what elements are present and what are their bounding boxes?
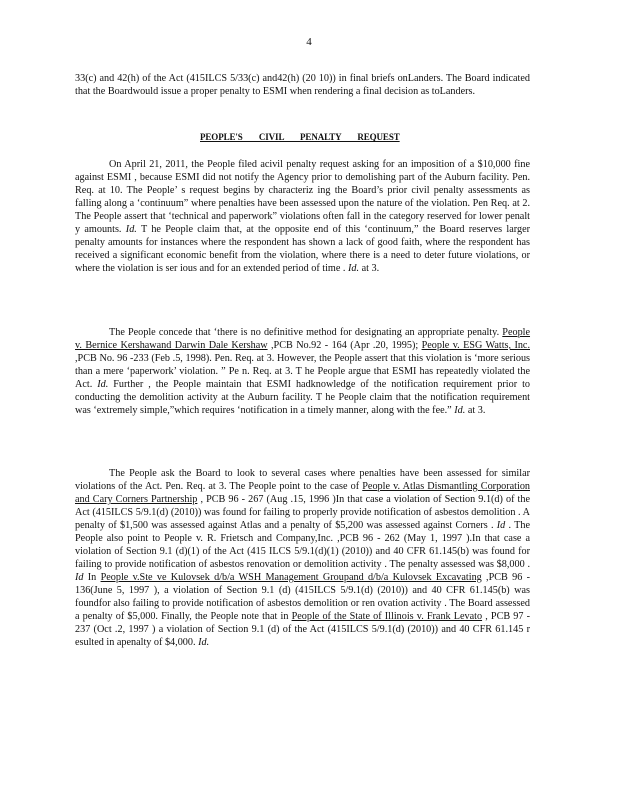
paragraph-people-concede (75, 326, 530, 417)
paragraph-text: On April 21, 2011, the People filed acivil penalty request asking for an imposition of a $10,000 fine against ESMI , because ESMI did not notify the Agency prior to demolishing part of the Auburn facility. Pen. Req. at 10. The People’ s request begins by characteriz ing the Board’s prior civil penalty assessments as falling along a ‘continuum” where penalties have been assessed upon the nature of the violation. Pen Req. at 2. The People assert that ‘technical and paperwork” violations often fall in the category reserved for lower penalt y amounts. (75, 159, 530, 235)
case-citation: People v. Bernice Kershawand Darwin Dale Kershaw (75, 327, 531, 351)
paragraph-text: , PCB 97 - 237 (Oct .2, 1997 ) a violation of Section 9.1 (d) of the Act (415ILCS 5/9.1(d) (2010)) and 40 CFR 61.145 r esulted in apenalty of $4,000. (75, 611, 531, 648)
citation-id: Id. (97, 379, 109, 390)
case-citation: People v. ESG Watts, Inc. (421, 340, 530, 351)
paragraph-text: Further , the People maintain that ESMI hadknowledge of the notification requirement prior to conducting the demolition activity at the Auburn facility. T he People claim that the notification requirement was ‘extremely simple,”which requires ‘notification in a timely manner, along with the fee.” (75, 379, 530, 416)
case-citation: People v. Atlas Dismantling Corporation and Cary Corners Partnership (75, 481, 531, 505)
paragraph-text: T he People claim that, at the opposite end of this ‘continuum,” the Board reserves larger penalty amounts for instances where the respondent has shown a lack of good faith, where the respondent has received a significant economic benefit from the violation, where there is a need to deter future violations, or where the violation is ser ious and for an extended period of time . (75, 224, 530, 274)
case-citation: People of the State of Illinois v. Frank Levato (291, 611, 483, 622)
citation-id: Id (75, 572, 84, 583)
paragraph-text: , PCB 96 - 267 (Aug .15, 1996 )In that case a violation of Section 9.1(d) of the Act (415ILCS 5/9.1(d) (2010)) was found for failing to properly provide notification of asbestos demolition . A penalty of $1,500 was assessed against Atlas and a penalty of $5,200 was assessed against Corners . (75, 494, 530, 531)
opening-paragraph (75, 72, 530, 98)
citation-id: Id. (348, 263, 360, 274)
paragraph-text: at 3. (467, 405, 486, 416)
paragraph-text: The People concede that ‘there is no definitive method for designating an appropriate penalty. (109, 327, 500, 338)
paragraph-text: The People ask the Board to look to several cases where penalties have been assessed for similar violations of the Act. Pen. Req. at 3. The People point to the case of (75, 468, 530, 492)
paragraph-text: . The People also point to People v. R. Frietsch and Company,Inc. ,PCB 96 - 262 (May 1, 1997 ).In that case a violation of Section 9.1 (d)(1) of the Act (415 ILCS 5/9.1(d)(1) (2010)) and 40 CFR 61.145(b) was found for failing to provide notification of asbestos renovation or demolition activity . The penalty assessed was $8,000 . (75, 520, 531, 570)
paragraph-text: ,PCB No. 96 -233 (Feb .5, 1998). Pen. Req. at 3. However, the People assert that this violation is ‘more serious than a mere ‘paperwork’ violation. ” Pe n. Req. at 3. T he People argue that ESMI has repeatedly violated the Act. (75, 353, 530, 390)
citation-id: Id. (454, 405, 466, 416)
paragraph-text: at 3. (361, 263, 380, 274)
paragraph-text: ,PCB No.92 - 164 (Apr .20, 1995); (270, 340, 419, 351)
paragraph-text: In (87, 572, 97, 583)
citation-id: Id. (198, 637, 210, 648)
paragraph-similar-cases (75, 467, 530, 649)
paragraph-text: 33(c) and 42(h) of the Act (415ILCS 5/33(c) and42(h) (20 10)) in final briefs onLanders. The Board indicated that the Boardwould issue a proper penalty to ESMI when rendering a final decision as toLanders. (75, 73, 530, 97)
section-heading: PEOPLE'S CIVIL PENALTY REQUEST (200, 132, 400, 142)
page-number: 4 (306, 36, 312, 48)
paragraph-text: ,PCB 96 - 136(June 5, 1997 ), a violation of Section 9.1 (d) (415ILCS 5/9.1(d) (2010)) and 40 CFR 61.145(b) was foundfor also failing to provide notification of asbestos demolition or ren ovation activity . The Board assessed a penalty of $5,000. Finally, the People note that in (75, 572, 530, 622)
case-citation: People v.Ste ve Kulovsek d/b/a WSH Management Groupand d/b/a Kulovsek Excavating (100, 572, 482, 583)
paragraph-civil-penalty-request (75, 158, 530, 275)
citation-id: Id (496, 520, 506, 531)
citation-id: Id. (125, 224, 137, 235)
